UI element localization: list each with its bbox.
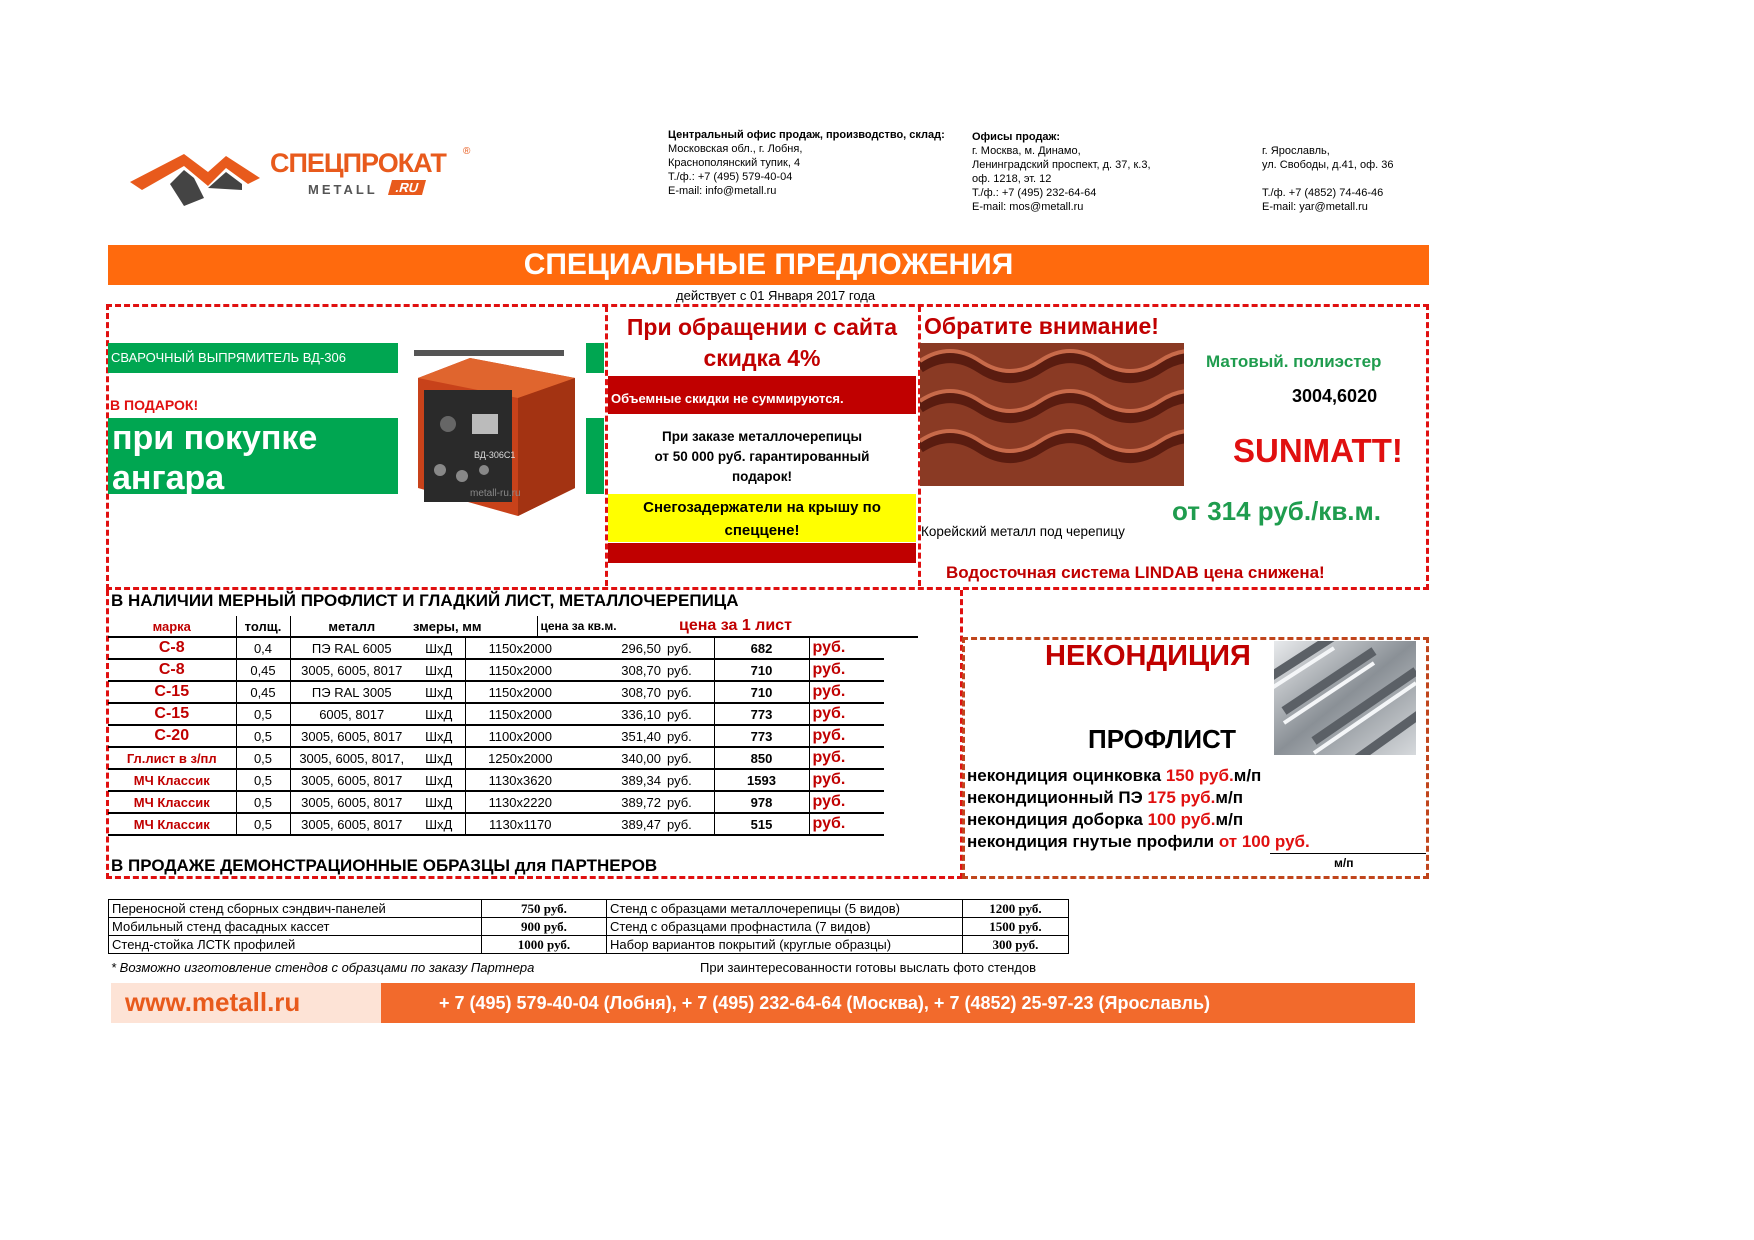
office-line: [1262, 172, 1462, 186]
stock-sqm: 351,40: [575, 725, 664, 747]
stock-currency: руб.: [809, 681, 884, 703]
office-central: [668, 128, 948, 198]
stock-price: 682: [714, 638, 809, 659]
snow-line: спеццене!: [724, 522, 800, 539]
stock-price: 773: [714, 703, 809, 725]
demo-note: * Возможно изготовление стендов с образцами по заказу Партнера: [111, 960, 535, 975]
snow-line: Снегозадержатели на крышу по: [643, 499, 881, 516]
col-sqm: цена за кв.м.: [537, 616, 676, 637]
color-codes: 3004,6020: [1292, 386, 1378, 406]
stock-thick: 0,45: [236, 659, 290, 681]
office-line: Т./ф.: +7 (495) 232-64-64: [972, 187, 1097, 199]
stock-table: [108, 616, 918, 638]
stock-row: [108, 769, 918, 791]
nekond-title: НЕКОНДИЦИЯ: [1045, 640, 1251, 672]
demo-note2: При заинтересованности готовы выслать фото стендов: [700, 960, 1037, 975]
col-sheet: цена за 1 лист: [676, 616, 918, 637]
stock-spacer: [884, 813, 918, 835]
no-sum-bar: [608, 376, 916, 414]
sunmatt-price: от 314 руб./кв.м.: [1172, 496, 1381, 526]
stock-unit: руб.: [664, 791, 714, 813]
office-moscow: [972, 130, 1232, 214]
site-discount: [608, 312, 916, 374]
demo-title: В ПРОДАЖЕ ДЕМОНСТРАЦИОННЫЕ ОБРАЗЦЫ для ПАРТНЕРОВ: [111, 856, 658, 875]
stock-currency: руб.: [809, 813, 884, 835]
stock-sxd: ШхД: [413, 791, 465, 813]
demo-row: [109, 900, 1069, 918]
demo-price: 750 руб.: [482, 900, 607, 918]
footer-bar: [111, 983, 1415, 1023]
site-discount-line1: При обращении с сайта: [626, 314, 898, 340]
stock-size: 1150x2000: [465, 703, 575, 725]
stock-mark: С-15: [108, 681, 236, 703]
demo-item: Набор вариантов покрытий (круглые образцы): [607, 936, 963, 954]
stock-size: 1130x1170: [465, 813, 575, 835]
demo-item: Переносной стенд сборных сэндвич-панелей: [109, 900, 482, 918]
stock-spacer: [884, 638, 918, 659]
demo-price: 300 руб.: [963, 936, 1069, 954]
offers-banner: [108, 245, 1429, 285]
logo-domain: .RU: [388, 180, 426, 195]
stock-sqm: 308,70: [575, 681, 664, 703]
stock-thick: 0,5: [236, 703, 290, 725]
col-metal: металл: [290, 616, 413, 637]
stock-row: [108, 681, 918, 703]
stock-header-row: [108, 616, 918, 637]
stock-sxd: ШхД: [413, 703, 465, 725]
stock-unit: руб.: [664, 703, 714, 725]
gift-offer: [608, 427, 916, 487]
stock-row: [108, 747, 918, 769]
stock-currency: руб.: [809, 747, 884, 769]
hangar-line2: ангара: [112, 459, 225, 497]
stock-price: 515: [714, 813, 809, 835]
nekond-item: некондиция гнутые профили от 100 руб.: [967, 832, 1310, 851]
office-email[interactable]: E-mail: info@metall.ru: [668, 185, 777, 197]
welder-image: [400, 338, 585, 516]
stock-row: [108, 638, 918, 659]
banner-title: СПЕЦИАЛЬНЫЕ ПРЕДЛОЖЕНИЯ: [523, 248, 1014, 281]
stock-title: В НАЛИЧИИ МЕРНЫЙ ПРОФЛИСТ И ГЛАДКИЙ ЛИСТ, МЕТАЛЛОЧЕРЕПИЦА: [111, 591, 739, 610]
office-line: г. Москва, м. Динамо,: [972, 145, 1081, 157]
stock-size: 1150x2000: [465, 681, 575, 703]
office-line: оф. 1218, эт. 12: [972, 173, 1052, 185]
stock-row: [108, 703, 918, 725]
office-email[interactable]: E-mail: mos@metall.ru: [972, 201, 1084, 213]
stock-spacer: [884, 747, 918, 769]
stock-metal: 6005, 8017: [290, 703, 413, 725]
office-line: Т./ф. +7 (4852) 74-46-46: [1262, 187, 1384, 199]
office-email[interactable]: E-mail: yar@metall.ru: [1262, 201, 1368, 213]
metal-tile-illustration: [920, 343, 1184, 486]
site-discount-line2: скидка 4%: [703, 345, 821, 371]
nekond-sub: ПРОФЛИСТ: [1088, 724, 1237, 754]
col-mark: марка: [108, 616, 236, 637]
stock-size: 1130x2220: [465, 791, 575, 813]
hangar-line1: при покупке: [112, 419, 318, 457]
stock-spacer: [884, 703, 918, 725]
gift-label: В ПОДАРОК!: [110, 397, 199, 413]
stock-price: 1593: [714, 769, 809, 791]
stock-sqm: 389,47: [575, 813, 664, 835]
stock-sxd: ШхД: [413, 659, 465, 681]
stock-sqm: 336,10: [575, 703, 664, 725]
gift-offer-line: При заказе металлочерепицы: [662, 429, 862, 444]
sunmatt-brand: SUNMATT!: [1233, 432, 1403, 469]
stock-row: [108, 659, 918, 681]
stock-sqm: 308,70: [575, 659, 664, 681]
stock-price: 710: [714, 659, 809, 681]
finish-label: Матовый. полиэстер: [1206, 352, 1382, 371]
stock-mark: МЧ Классик: [108, 813, 236, 835]
logo-brand: СПЕЦПРОКАТ: [270, 148, 446, 178]
demo-table: [108, 899, 1069, 954]
office-line: Ленинградский проспект, д. 37, к.3,: [972, 159, 1151, 171]
tile-caption: Корейский металл под черепицу: [921, 524, 1125, 539]
demo-price: 900 руб.: [482, 918, 607, 936]
stock-currency: руб.: [809, 769, 884, 791]
stock-metal: 3005, 6005, 8017: [290, 769, 413, 791]
stock-sxd: ШхД: [413, 725, 465, 747]
metal-tile-image: [920, 343, 1184, 486]
stock-unit: руб.: [664, 769, 714, 791]
stock-thick: 0,5: [236, 791, 290, 813]
nekond-underline: [1270, 853, 1426, 854]
stock-metal: 3005, 6005, 8017: [290, 813, 413, 835]
gift-offer-line: от 50 000 руб. гарантированный: [654, 449, 870, 464]
demo-price: 1500 руб.: [963, 918, 1069, 936]
stock-sqm: 389,34: [575, 769, 664, 791]
stock-row: [108, 813, 918, 835]
stock-price: 773: [714, 725, 809, 747]
office-line: Московская обл., г. Лобня,: [668, 143, 803, 155]
stock-sqm: 296,50: [575, 638, 664, 659]
stock-metal: 3005, 6005, 8017,: [290, 747, 413, 769]
office-line: г. Ярославль,: [1262, 145, 1330, 157]
stock-mark: С-15: [108, 703, 236, 725]
stock-metal: 3005, 6005, 8017: [290, 791, 413, 813]
col-thick: толщ.: [236, 616, 290, 637]
office-line: Т./ф.: +7 (495) 579-40-04: [668, 171, 793, 183]
demo-price: 1000 руб.: [482, 936, 607, 954]
footer-site[interactable]: www.metall.ru: [125, 987, 301, 1017]
stock-sxd: ШхД: [413, 813, 465, 835]
gift-offer-line: подарок!: [731, 469, 793, 484]
stock-sxd: ШхД: [413, 681, 465, 703]
hangar-offer: [108, 418, 398, 497]
stock-metal: 3005, 6005, 8017: [290, 659, 413, 681]
office-line: ул. Свободы, д.41, оф. 36: [1262, 159, 1394, 171]
stock-metal: ПЭ RAL 3005: [290, 681, 413, 703]
stock-size: 1150x2000: [465, 659, 575, 681]
stock-mark: С-8: [108, 659, 236, 681]
stock-spacer: [884, 791, 918, 813]
demo-row: [109, 936, 1069, 954]
stock-unit: руб.: [664, 681, 714, 703]
demo-item: Стенд с образцами профнастила (7 видов): [607, 918, 963, 936]
stock-currency: руб.: [809, 791, 884, 813]
red-strip: [608, 543, 916, 563]
stock-thick: 0,4: [236, 638, 290, 659]
welder-title-bar: [108, 343, 398, 373]
stock-size: 1250x2000: [465, 747, 575, 769]
demo-item: Стенд с образцами металлочерепицы (5 видов): [607, 900, 963, 918]
demo-row: [109, 918, 1069, 936]
stock-spacer: [884, 769, 918, 791]
stock-thick: 0,5: [236, 769, 290, 791]
stock-currency: руб.: [809, 725, 884, 747]
nekond-item: некондиция доборка 100 руб.м/п: [967, 810, 1244, 829]
stock-spacer: [884, 681, 918, 703]
stock-unit: руб.: [664, 747, 714, 769]
stock-currency: руб.: [809, 638, 884, 659]
stock-mark: МЧ Классик: [108, 769, 236, 791]
stock-mark: МЧ Классик: [108, 791, 236, 813]
stock-size: 1130x3620: [465, 769, 575, 791]
validity-note: действует с 01 Января 2017 года: [676, 288, 876, 303]
demo-item: Стенд-стойка ЛСТК профилей: [109, 936, 482, 954]
office-moscow-title: Офисы продаж:: [972, 131, 1061, 143]
stock-sxd: ШхД: [413, 747, 465, 769]
stock-body: [108, 638, 918, 836]
stock-thick: 0,5: [236, 747, 290, 769]
logo-sub: METALL: [308, 182, 378, 197]
welder-model-label: ВД-306С1: [474, 450, 516, 460]
profile-sheet-illustration: [1274, 641, 1416, 755]
office-line: Краснополянский тупик, 4: [668, 157, 801, 169]
logo-registered: ®: [463, 146, 471, 157]
stock-price: 850: [714, 747, 809, 769]
stock-sqm: 340,00: [575, 747, 664, 769]
stock-sxd: ШхД: [413, 638, 465, 659]
nekond-image: [1274, 641, 1416, 755]
stock-spacer: [884, 725, 918, 747]
stock-row: [108, 725, 918, 747]
snow-guard-offer: [608, 494, 916, 542]
green-stub: [586, 343, 604, 373]
office-yaroslavl: [1262, 144, 1462, 214]
attention-title: Обратите внимание!: [924, 313, 1159, 339]
stock-price: 978: [714, 791, 809, 813]
stock-mark: С-8: [108, 638, 236, 659]
office-central-title: Центральный офис продаж, производство, склад:: [668, 129, 945, 141]
stock-sxd: ШхД: [413, 769, 465, 791]
welder-title: СВАРОЧНЫЙ ВЫПРЯМИТЕЛЬ ВД-306: [111, 350, 346, 365]
demo-item: Мобильный стенд фасадных кассет: [109, 918, 482, 936]
logo: [130, 140, 470, 215]
stock-metal: 3005, 6005, 8017: [290, 725, 413, 747]
stock-unit: руб.: [664, 725, 714, 747]
nekond-list: [967, 765, 1310, 853]
logo-roof-icon: [130, 146, 280, 214]
stock-thick: 0,5: [236, 725, 290, 747]
nekond-tail: м/п: [1334, 856, 1354, 870]
stock-unit: руб.: [664, 659, 714, 681]
stock-row: [108, 791, 918, 813]
stock-mark: Гл.лист в з/пл: [108, 747, 236, 769]
green-stub: [586, 418, 604, 494]
stock-mark: С-20: [108, 725, 236, 747]
stock-price: 710: [714, 681, 809, 703]
demo-price: 1200 руб.: [963, 900, 1069, 918]
no-sum-text: Объемные скидки не суммируются.: [611, 391, 844, 406]
stock-thick: 0,5: [236, 813, 290, 835]
stock-sqm: 389,72: [575, 791, 664, 813]
col-size: змеры, мм: [413, 616, 537, 637]
stock-size: 1100x2000: [465, 725, 575, 747]
stock-unit: руб.: [664, 813, 714, 835]
stock-metal: ПЭ RAL 6005: [290, 638, 413, 659]
stock-unit: руб.: [664, 638, 714, 659]
gutter-offer: Водосточная система LINDAB цена снижена!: [946, 563, 1325, 582]
stock-thick: 0,45: [236, 681, 290, 703]
footer-phones: + 7 (495) 579-40-04 (Лобня), + 7 (495) 232-64-64 (Москва), + 7 (4852) 25-97-23 (Ярославль): [439, 993, 1211, 1013]
nekond-item: некондиционный ПЭ 175 руб.м/п: [967, 788, 1243, 807]
stock-size: 1150x2000: [465, 638, 575, 659]
nekond-item: некондиция оцинковка 150 руб.м/п: [967, 766, 1262, 785]
stock-currency: руб.: [809, 659, 884, 681]
stock-currency: руб.: [809, 703, 884, 725]
welder-watermark: metall-ru.ru: [470, 488, 521, 499]
stock-spacer: [884, 659, 918, 681]
